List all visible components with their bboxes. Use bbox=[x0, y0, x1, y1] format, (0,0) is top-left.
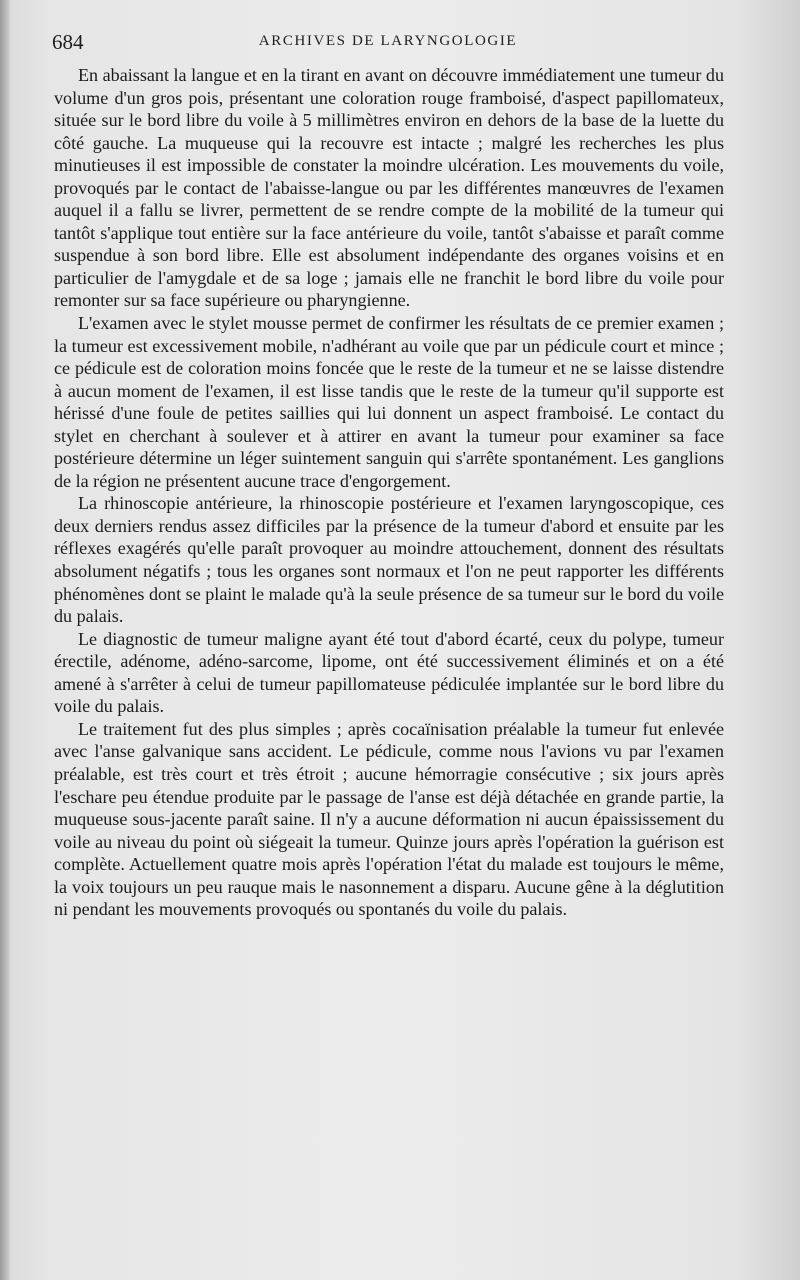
paragraph-treatment: Le traitement fut des plus simples ; après cocaïnisation préalable la tumeur fut enlevée avec l'anse galvanique sans accident. Le pédicule, comme nous l'avions vu par l'examen préalable, est très court et très étroit ; aucune hémorragie consécutive ; six jours après l'eschare peu étendue produite par le passage de l'anse est déjà détachée en grande partie, la muqueuse sous-jacente paraît saine. Il n'y a aucune déformation ni aucun épaississement du voile au niveau du point où siégeait la tumeur. Quinze jours après l'opération la guérison est complète. Actuellement quatre mois après l'opération l'état du malade est toujours le même, la voix toujours un peu rauque mais le nasonnement a disparu. Aucune gêne à la déglutition ni pendant les mouvements provoqués ou spontanés du voile du palais. bbox=[54, 718, 724, 920]
page-header bbox=[52, 30, 724, 56]
paragraph-stylet-examination: L'examen avec le stylet mousse permet de confirmer les résultats de ce premier examen ; la tumeur est excessivement mobile, n'adhérant au voile que par un pédicule court et mince ; ce pédicule est de coloration moins foncée que le reste de la tumeur et ne se laisse distendre à aucun moment de l'examen, il est lisse tandis que le reste de la tumeur qu'il supporte est hérissé d'une foule de petites saillies qui lui donnent un aspect framboisé. Le contact du stylet en cherchant à soulever et à attirer en avant la tumeur pour examiner sa face postérieure détermine un léger suintement sanguin qui s'arrête spontanément. Les ganglions de la région ne présentent aucune trace d'engorgement. bbox=[54, 313, 724, 491]
body-text bbox=[54, 64, 724, 921]
paragraph-rhinoscopy: La rhinoscopie antérieure, la rhinoscopie postérieure et l'examen laryngoscopique, ces deux derniers rendus assez difficiles par la présence de la tumeur d'abord et ensuite par les réflexes exagérés qu'elle paraît provoquer au moindre attouchement, donnent des résultats absolument négatifs ; tous les organes sont normaux et l'on ne peut rapporter les différents phénomènes dont se plaint le malade qu'à la seule présence de sa tumeur sur le bord du voile du palais. bbox=[54, 493, 724, 627]
page-number: 684 bbox=[52, 30, 84, 54]
running-title: ARCHIVES DE LARYNGOLOGIE bbox=[258, 33, 518, 49]
paragraph-tumour-description: En abaissant la langue et en la tirant en avant on découvre immédiatement une tumeur du volume d'un gros pois, présentant une coloration rouge framboisé, d'aspect papillomateux, située sur le bord libre du voile à 5 millimètres environ en dehors de la base de la luette du côté gauche. La muqueuse qui la recouvre est intacte ; malgré les recherches les plus minutieuses il est impossible de constater la moindre ulcération. Les mouvements du voile, provoqués par le contact de l'abaisse-langue ou par les différentes manœuvres de l'examen auquel il a fallu se livrer, permettent de se rendre compte de la mobilité de la tumeur qui tantôt s'applique tout entière sur la face antérieure du voile, tantôt s'abaisse et paraît comme suspendue à son bord libre. Elle est absolument indépendante des organes voisins et en particulier de l'amygdale et de sa loge ; jamais elle ne franchit le bord libre du voile pour remonter sur sa face supérieure ou pharyngienne. bbox=[54, 65, 724, 311]
paragraph-diagnosis: Le diagnostic de tumeur maligne ayant été tout d'abord écarté, ceux du polype, tumeur érectile, adénome, adéno-sarcome, lipome, ont été successivement éliminés et on a été amené à s'arrêter à celui de tumeur papillomateuse pédiculée implantée sur le bord libre du voile du palais. bbox=[54, 628, 724, 717]
